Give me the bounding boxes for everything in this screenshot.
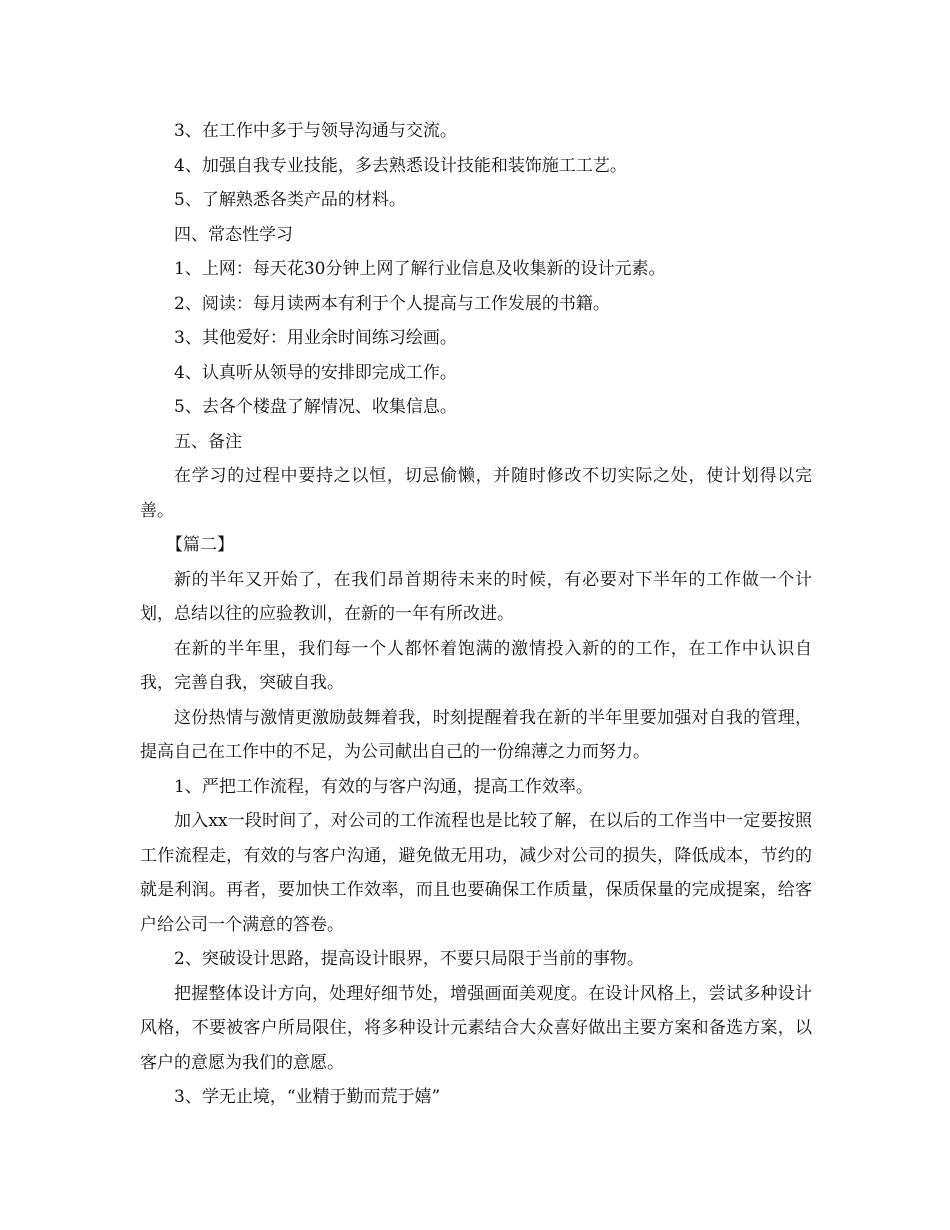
paragraph: 在新的半年里，我们每一个人都怀着饱满的激情投入新的的工作，在工作中认识自我，完善自我，突破自我。 [140,638,812,693]
list-item: 4、加强自我专业技能，多去熟悉设计技能和装饰施工工艺。 [174,155,627,176]
list-item: 2、阅读：每月读两本有利于个人提高与工作发展的书籍。 [174,293,610,314]
list-item: 3、学无止境，“业精于勤而荒于嬉” [174,1087,441,1107]
document-body [140,114,812,1115]
list-item: 3、其他爱好：用业余时间练习绘画。 [174,328,457,348]
paragraph: 把握整体设计方向，处理好细节处，增强画面美观度。在设计风格上，尝试多种设计风格，不要被客户所局限住，将多种设计元素结合大众喜好做出主要方案和备选方案，以客户的意愿为我们的意愿。 [140,983,812,1073]
list-item: 1、上网：每天花30分钟上网了解行业信息及收集新的设计元素。 [174,259,666,279]
list-item: 5、去各个楼盘了解情况、收集信息。 [174,397,457,417]
list-item: 5、了解熟悉各类产品的材料。 [174,190,406,210]
paragraph: 加入xx一段时间了，对公司的工作流程也是比较了解，在以后的工作当中一定要按照工作流程走，有效的与客户沟通，避免做无用功，减少对公司的损失，降低成本，节约的就是利润。再者，要加快工作效率，而且也要确保工作质量，保质保量的完成提案，给客户给公司一个满意的答卷。 [140,811,812,935]
paragraph: 新的半年又开始了，在我们昂首期待未来的时候，有必要对下半年的工作做一个计划，总结以往的应验教训，在新的一年有所改进。 [140,569,812,624]
list-item: 1、严把工作流程，有效的与客户沟通，提高工作效率。 [174,776,593,797]
section-heading: 五、备注 [174,431,242,452]
paragraph: 这份热情与激情更激励鼓舞着我，时刻提醒着我在新的半年里要加强对自我的管理，提高自己在工作中的不足，为公司献出自己的一份绵薄之力而努力。 [140,707,812,762]
section-heading: 四、常态性学习 [174,224,293,245]
paragraph: 在学习的过程中要持之以恒，切忌偷懒，并随时修改不切实际之处，使计划得以完善。 [140,466,812,521]
list-item: 4、认真听从领导的安排即完成工作。 [174,362,457,383]
list-item: 3、在工作中多于与领导沟通与交流。 [174,121,457,141]
part-heading: 【篇二】 [166,535,234,555]
list-item: 2、突破设计思路，提高设计眼界，不要只局限于当前的事物。 [174,949,644,969]
